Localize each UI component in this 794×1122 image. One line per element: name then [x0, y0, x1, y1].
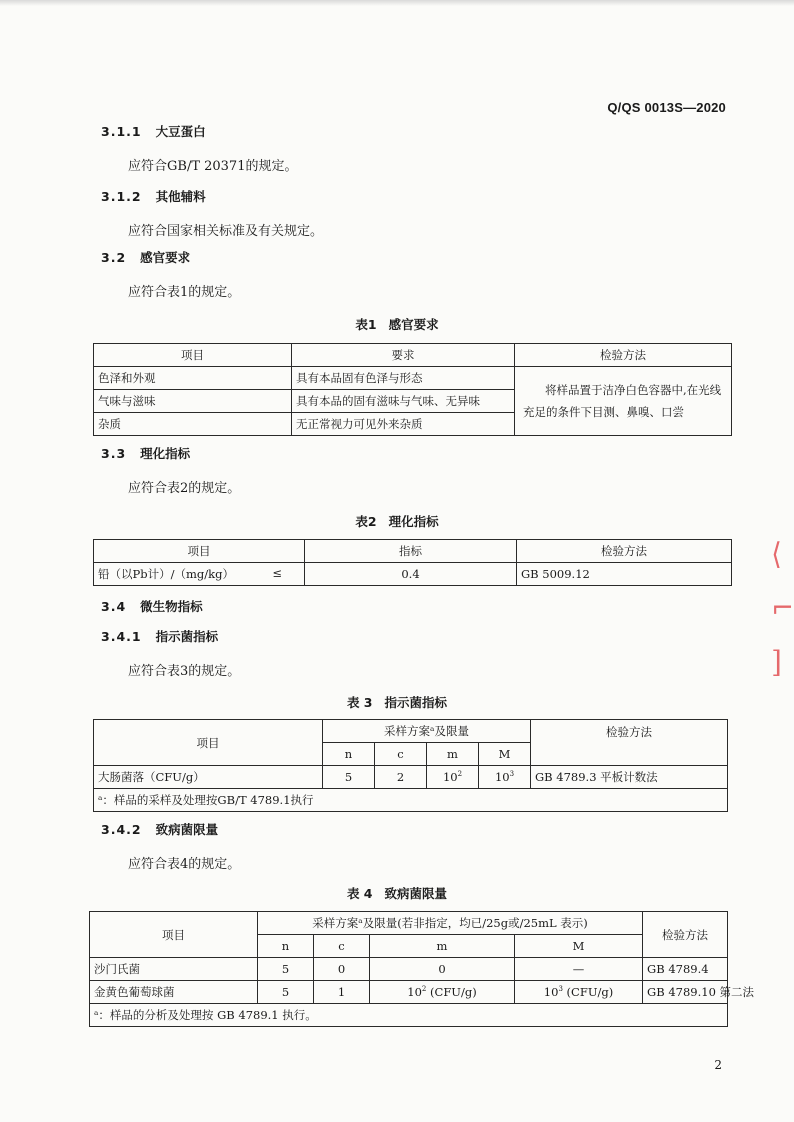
paragraph-3-1-1: 应符合GB/T 20371的规定。 [128, 159, 298, 174]
table3-cell-item: 大肠菌落（CFU/g） [94, 766, 323, 789]
table3-cell-M: $10^3$ [479, 766, 531, 789]
table3-sub-c: c [375, 743, 427, 766]
table1-cell-method: 将样品置于洁净白色容器中,在光线充足的条件下目测、鼻嗅、口尝 [515, 367, 732, 436]
table1-cell-item: 色泽和外观 [94, 367, 292, 390]
heading-3-4-1: 3.4.1 指示菌指标 [101, 629, 219, 644]
table4-header-method: 检验方法 [643, 912, 728, 958]
table2-header-item: 项目 [94, 540, 305, 563]
table4-cell-n: 5 [258, 958, 314, 981]
table1-cell-requirement: 具有本品固有色泽与形态 [292, 367, 515, 390]
table4-cell-c: 1 [314, 981, 370, 1004]
table3-indicator-bacteria [93, 719, 728, 812]
table4-cell-M: — [515, 958, 643, 981]
table4-cell-method: GB 4789.4 [643, 958, 728, 981]
paragraph-3-2: 应符合表1的规定。 [128, 285, 241, 300]
table4-cell-M: $10^3$ (CFU/g) [515, 981, 643, 1004]
heading-3-4-2: 3.4.2 致病菌限量 [101, 822, 219, 837]
table4-pathogen-limits [89, 911, 755, 1027]
table3-cell-c: 2 [375, 766, 427, 789]
table3-cell-n: 5 [323, 766, 375, 789]
table3-sub-n: n [323, 743, 375, 766]
red-seal-stamp-fragment: ⟨ ⌐ ] [771, 537, 794, 680]
table4-caption: 表 4 致病菌限量 [346, 886, 448, 901]
table3-caption: 表 3 指示菌指标 [346, 695, 448, 710]
table3-cell-m: $10^2$ [427, 766, 479, 789]
table4-cell-m: 0 [370, 958, 515, 981]
table4-sub-M: M [515, 935, 643, 958]
table1-caption: 表1 感官要求 [355, 317, 439, 332]
heading-3-1-2: 3.1.2 其他辅料 [101, 189, 206, 204]
table1-header-requirement: 要求 [292, 344, 515, 367]
table4-cell-m: $10^2$ (CFU/g) [370, 981, 515, 1004]
table4-cell-method: GB 4789.10 第二法 [643, 981, 728, 1004]
table1-header-item: 项目 [94, 344, 292, 367]
document-code: Q/QS 0013S—2020 [607, 100, 726, 115]
table4-cell-item: 沙门氏菌 [90, 958, 258, 981]
table4-sub-n: n [258, 935, 314, 958]
table4-header-item: 项目 [90, 912, 258, 958]
table4-sub-m: m [370, 935, 515, 958]
heading-3-4: 3.4 微生物指标 [101, 599, 203, 614]
table3-note: ᵃ：样品的采样及处理按GB/T 4789.1执行 [94, 789, 728, 812]
table3-sub-m: m [427, 743, 479, 766]
table2-cell-item: 铅（以Pb计）/（mg/kg） ≤ [94, 563, 305, 586]
page-number: 2 [714, 1058, 722, 1072]
table4-cell-c: 0 [314, 958, 370, 981]
table2-cell-method: GB 5009.12 [517, 563, 732, 586]
table4-cell-item: 金黄色葡萄球菌 [90, 981, 258, 1004]
paragraph-3-3: 应符合表2的规定。 [128, 481, 241, 496]
table4-cell-n: 5 [258, 981, 314, 1004]
table2-caption: 表2 理化指标 [355, 514, 439, 529]
table3-header-plan: 采样方案ᵃ及限量 [323, 720, 531, 743]
scan-edge [0, 0, 794, 6]
table1-cell-item: 气味与滋味 [94, 390, 292, 413]
table4-header-plan: 采样方案ᵃ及限量(若非指定，均已/25g或/25mL 表示) [258, 912, 643, 935]
paragraph-3-4-2: 应符合表4的规定。 [128, 857, 241, 872]
table1-cell-requirement: 无正常视力可见外来杂质 [292, 413, 515, 436]
table3-header-item: 项目 [94, 720, 323, 766]
table4-sub-c: c [314, 935, 370, 958]
heading-3-3: 3.3 理化指标 [101, 446, 191, 461]
table1-cell-requirement: 具有本品的固有滋味与气味、无异味 [292, 390, 515, 413]
table3-cell-method: GB 4789.3 平板计数法 [531, 766, 728, 789]
heading-3-1-1: 3.1.1 大豆蛋白 [101, 124, 206, 139]
table2-physicochemical [93, 539, 732, 586]
paragraph-3-4-1: 应符合表3的规定。 [128, 664, 241, 679]
less-equal-symbol: ≤ [272, 566, 282, 580]
heading-3-2: 3.2 感官要求 [101, 250, 191, 265]
table3-sub-M: M [479, 743, 531, 766]
table2-cell-value: 0.4 [305, 563, 517, 586]
table1-header-method: 检验方法 [515, 344, 732, 367]
table1-cell-item: 杂质 [94, 413, 292, 436]
table1-sensory [93, 343, 732, 436]
table2-header-method: 检验方法 [517, 540, 732, 563]
table3-header-method: 检验方法 [531, 720, 728, 766]
paragraph-3-1-2: 应符合国家相关标准及有关规定。 [128, 224, 324, 239]
table4-note: ᵃ：样品的分析及处理按 GB 4789.1 执行。 [90, 1004, 728, 1027]
table2-header-value: 指标 [305, 540, 517, 563]
